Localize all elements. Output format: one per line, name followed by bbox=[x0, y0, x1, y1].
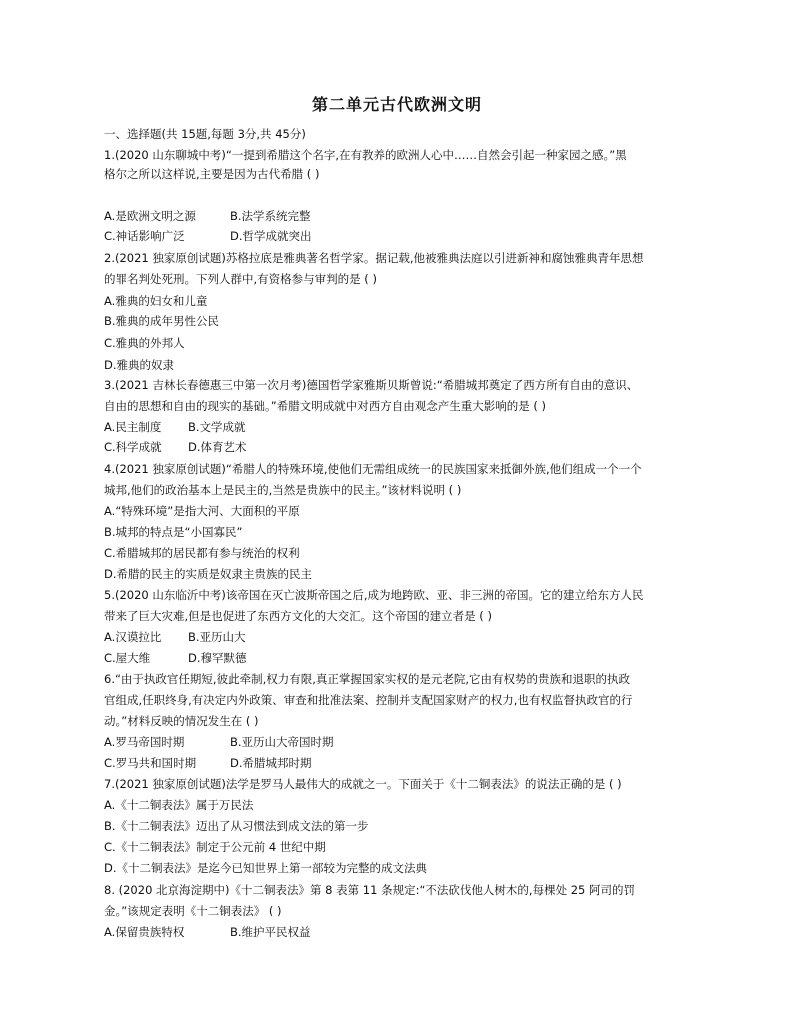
question-6-option-c: C.罗马共和国时期 bbox=[104, 756, 197, 770]
question-2-option-a: A.雅典的妇女和儿童 bbox=[104, 294, 208, 308]
question-7-option-c: C.《十二铜表法》制定于公元前 4 世纪中期 bbox=[104, 840, 326, 854]
question-3-stem-line-1: 3.(2021 吉林长春德惠三中第一次月考)德国哲学家雅斯贝斯曾说:“希腊城邦奠定了西方所有自由的意识、 bbox=[104, 378, 639, 392]
question-8-stem-line-2: 金。”该规定表明《十二铜表法》 ( ) bbox=[104, 904, 282, 918]
question-6-option-a: A.罗马帝国时期 bbox=[104, 735, 185, 749]
question-1-option-c: C.神话影响广泛 bbox=[104, 229, 185, 243]
question-3-option-c: C.科学成就 bbox=[104, 440, 162, 454]
question-3-option-a: A.民主制度 bbox=[104, 420, 162, 434]
question-5-option-c: C.屋大维 bbox=[104, 651, 151, 665]
question-6-stem-line-3: 动。”材料反映的情况发生在 ( ) bbox=[104, 714, 259, 728]
question-2-option-c: C.雅典的外邦人 bbox=[104, 336, 185, 350]
question-2-option-d: D.雅典的奴隶 bbox=[104, 358, 175, 372]
question-6-option-b: B.亚历山大帝国时期 bbox=[230, 735, 334, 749]
question-8-option-b: B.维护平民权益 bbox=[230, 925, 311, 939]
question-2-stem-line-2: 的罪名判处死刑。下列人群中,有资格参与审判的是 ( ) bbox=[104, 272, 377, 286]
question-1-stem-line-1: 1.(2020 山东聊城中考)“一提到希腊这个名字,在有教养的欧洲人心中……自然会引起一种家园之感。”黑 bbox=[104, 148, 627, 162]
question-3-option-b: B.文学成就 bbox=[188, 420, 246, 434]
section-header: 一、选择题(共 15题,每题 3分,共 45分) bbox=[104, 127, 306, 141]
question-3-option-d: D.体育艺术 bbox=[188, 440, 247, 454]
question-2-option-b: B.雅典的成年男性公民 bbox=[104, 314, 220, 328]
question-5-stem-line-2: 带来了巨大灾难,但是也促进了东西方文化的大交汇。这个帝国的建立者是 ( ) bbox=[104, 609, 492, 623]
question-6-stem-line-2: 官组成,任职终身,有决定内外政策、审查和批准法案、控制并支配国家财产的权力,也有权监督执政官的行 bbox=[104, 693, 633, 707]
question-6-stem-line-1: 6.“由于执政官任期短,彼此牵制,权力有限,真正掌握国家实权的是元老院,它由有权势的贵族和退职的执政 bbox=[104, 672, 631, 686]
question-8-stem-line-1: 8. (2020 北京海淀期中)《十二铜表法》第 8 表第 11 条规定:“不法砍伐他人树木的,每棵处 25 阿司的罚 bbox=[104, 883, 636, 897]
question-8-option-a: A.保留贵族特权 bbox=[104, 925, 185, 939]
question-4-option-c: C.希腊城邦的居民都有参与统治的权利 bbox=[104, 546, 300, 560]
question-7-option-a: A.《十二铜表法》属于万民法 bbox=[104, 798, 254, 812]
question-5-stem-line-1: 5.(2020 山东临沂中考)该帝国在灭亡波斯帝国之后,成为地跨欧、亚、非三洲的帝国。它的建立给东方人民 bbox=[104, 588, 644, 602]
question-5-option-a: A.汉谟拉比 bbox=[104, 630, 162, 644]
question-4-stem-line-2: 城邦,他们的政治基本上是民主的,当然是贵族中的民主。”该材料说明 ( ) bbox=[104, 483, 462, 497]
question-7-option-d: D.《十二铜表法》是迄今已知世界上第一部较为完整的成文法典 bbox=[104, 861, 428, 875]
question-5-option-b: B.亚历山大 bbox=[188, 630, 246, 644]
page-title: 第二单元古代欧洲文明 bbox=[311, 95, 482, 114]
question-4-option-d: D.希腊的民主的实质是奴隶主贵族的民主 bbox=[104, 567, 313, 581]
question-2-stem-line-1: 2.(2021 独家原创试题)苏格拉底是雅典著名哲学家。据记载,他被雅典法庭以引进新神和腐蚀雅典青年思想 bbox=[104, 251, 644, 265]
question-1-option-d: D.哲学成就突出 bbox=[230, 229, 312, 243]
question-4-stem-line-1: 4.(2021 独家原创试题)“希腊人的特殊环境,使他们无需组成统一的民族国家来抵御外族,他们组成一个一个 bbox=[104, 462, 642, 476]
question-7-stem-line-1: 7.(2021 独家原创试题)法学是罗马人最伟大的成就之一。下面关于《十二铜表法》的说法正确的是 ( ) bbox=[104, 777, 622, 791]
question-4-option-b: B.城邦的特点是“小国寡民” bbox=[104, 525, 243, 539]
question-4-option-a: A.“特殊环境”是指大河、大面积的平原 bbox=[104, 504, 300, 518]
question-6-option-d: D.希腊城邦时期 bbox=[230, 756, 312, 770]
question-1-stem-line-2: 格尔之所以这样说,主要是因为古代希腊 ( ) bbox=[104, 167, 320, 181]
question-7-option-b: B.《十二铜表法》迈出了从习惯法到成文法的第一步 bbox=[104, 819, 369, 833]
question-5-option-d: D.穆罕默德 bbox=[188, 651, 247, 665]
question-1-option-a: A.是欧洲文明之源 bbox=[104, 209, 196, 223]
question-3-stem-line-2: 自由的思想和自由的现实的基础。”希腊文明成就中对西方自由观念产生重大影响的是 ( ) bbox=[104, 399, 546, 413]
question-1-option-b: B.法学系统完整 bbox=[230, 209, 311, 223]
